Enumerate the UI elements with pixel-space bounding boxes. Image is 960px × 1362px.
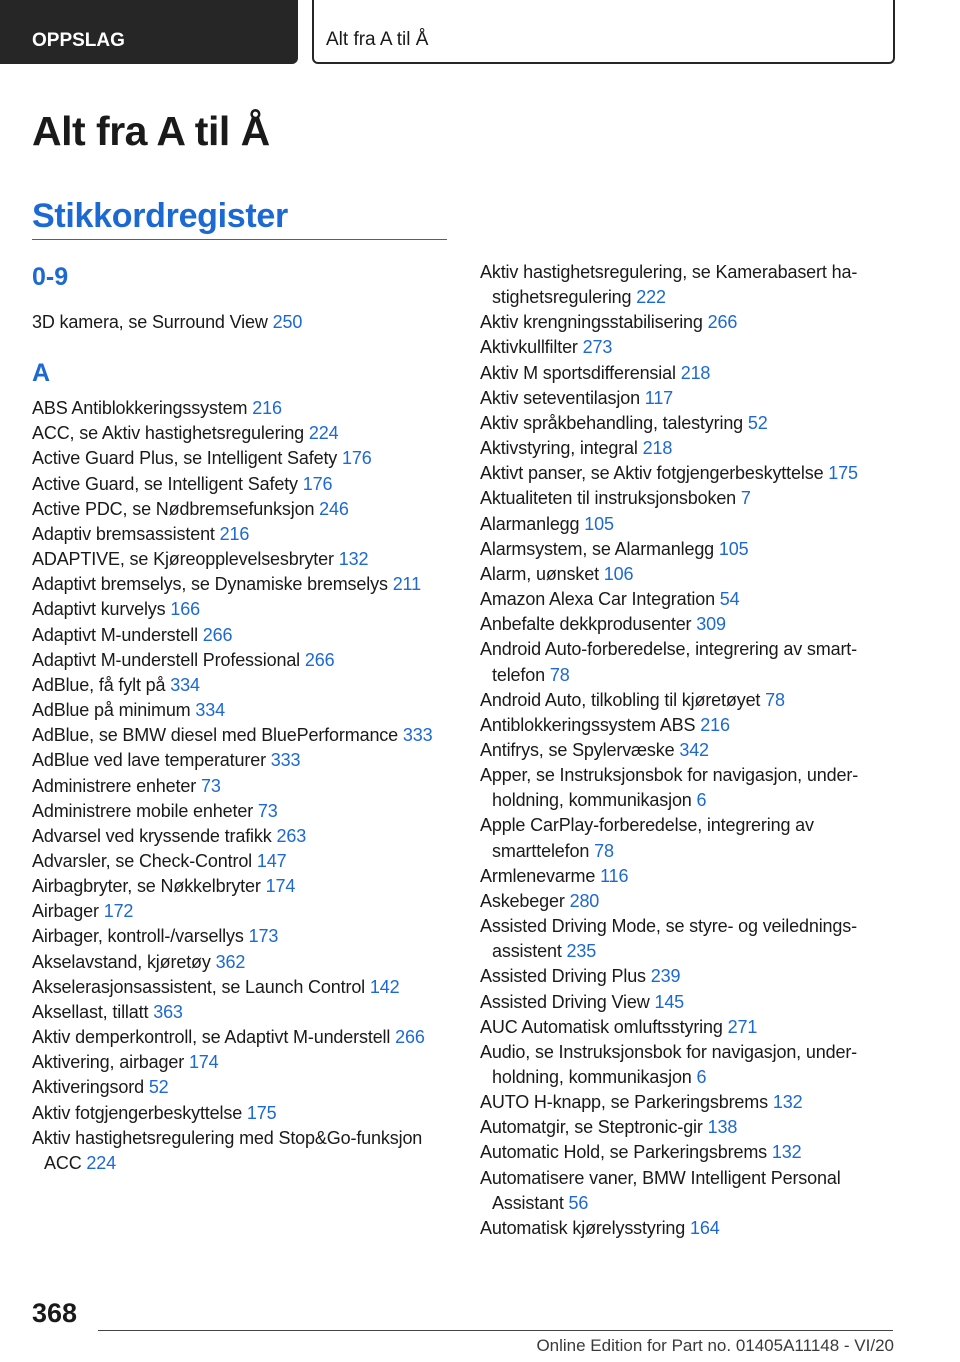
index-page-link[interactable]: 266 xyxy=(202,624,233,645)
index-entry xyxy=(32,849,452,874)
index-entry-term: Aksellast, tillatt xyxy=(32,1001,149,1022)
page-header xyxy=(0,0,960,64)
index-page-link[interactable]: 132 xyxy=(338,549,369,570)
index-entry-term: Android Auto-forberedelse, integrering av smarttelefon xyxy=(480,639,858,685)
index-entry-term: Aktiv hastighetsregulering med Stop&Go-funksjon ACC xyxy=(32,1127,423,1173)
index-page-link[interactable]: 145 xyxy=(654,991,685,1012)
index-entry xyxy=(480,386,900,411)
index-entry xyxy=(32,648,452,673)
index-entry-term: Apple CarPlay-forberedelse, integrering av smarttelefon xyxy=(480,815,814,861)
index-page-link[interactable]: 106 xyxy=(603,563,634,584)
index-entry-term: ADAPTIVE, se Kjøreopplevelsesbryter xyxy=(32,549,334,570)
index-entry-term: Adaptivt bremselys, se Dynamiske bremselys xyxy=(32,574,388,595)
index-page-link[interactable]: 117 xyxy=(644,387,674,408)
index-entry-term: Adaptivt kurvelys xyxy=(32,599,166,620)
index-entry xyxy=(32,924,452,949)
index-entry xyxy=(480,964,900,989)
index-page-link[interactable]: 266 xyxy=(707,312,738,333)
index-entry-term: Aktiv fotgjengerbeskyttelse xyxy=(32,1102,243,1123)
index-entry xyxy=(480,537,900,562)
index-page-link[interactable]: 7 xyxy=(740,488,751,509)
index-entry xyxy=(32,597,452,622)
index-page-link[interactable]: 271 xyxy=(727,1016,758,1037)
index-entry-term: Aktualiteten til instruksjonsboken xyxy=(480,488,737,509)
index-entry xyxy=(32,950,452,975)
index-page-link[interactable]: 216 xyxy=(219,523,250,544)
index-page-link[interactable]: 176 xyxy=(302,473,333,494)
index-page-link[interactable]: 73 xyxy=(200,775,221,796)
index-entry-term: Automatisk kjørelysstyring xyxy=(480,1217,686,1238)
index-entry-term: Alarm, uønsket xyxy=(480,563,599,584)
index-entry-term: Antifrys, se Spylervæske xyxy=(480,739,675,760)
index-entry xyxy=(480,763,900,813)
footer-divider xyxy=(98,1330,893,1331)
index-entry xyxy=(32,723,452,748)
index-entry xyxy=(32,899,452,924)
index-page-link[interactable]: 224 xyxy=(308,423,339,444)
index-entry-term: Alarmanlegg xyxy=(480,513,580,534)
index-page-link[interactable]: 224 xyxy=(86,1152,117,1173)
index-entry-term: Aktiv hastighetsregulering, se Kamerabasert hastighetsregulering xyxy=(480,262,858,308)
index-entry-term: Aktiv M sportsdifferensial xyxy=(480,362,676,383)
index-entry-term: Assisted Driving Mode, se styre- og veiledningsassistent xyxy=(480,916,858,962)
index-entry-term: 3D kamera, se Surround View xyxy=(32,312,268,332)
index-entry-term: AdBlue, få fylt på xyxy=(32,674,166,695)
index-page-link[interactable]: 363 xyxy=(153,1001,183,1022)
index-page-link[interactable]: 6 xyxy=(696,790,707,811)
index-entry-term: Anbefalte dekkprodusenter xyxy=(480,614,692,635)
index-entry-term: Askebeger xyxy=(480,890,565,911)
index-page-link[interactable]: 342 xyxy=(679,739,709,760)
index-entry-term: Alarmsystem, se Alarmanlegg xyxy=(480,538,715,559)
index-entry xyxy=(480,1040,900,1090)
edition-footer: Online Edition for Part no. 01405A11148 - VI/20 xyxy=(536,1336,894,1355)
index-entry xyxy=(480,587,900,612)
index-page-link[interactable]: 266 xyxy=(395,1027,425,1048)
index-page-link[interactable]: 105 xyxy=(718,538,749,559)
index-entry-term: Armlenevarme xyxy=(480,865,596,886)
index-entry xyxy=(480,889,900,914)
index-group-a-continued xyxy=(480,260,900,1241)
index-entry xyxy=(480,411,900,436)
index-entry-term: Advarsel ved kryssende trafikk xyxy=(32,825,272,846)
index-entry xyxy=(32,572,452,597)
index-entry-term: Administrere mobile enheter xyxy=(32,800,254,821)
index-entry-term: Automatisere vaner, BMW Intelligent Personal Assistant xyxy=(480,1167,841,1213)
index-page-link[interactable]: 147 xyxy=(256,850,287,871)
index-entry xyxy=(32,1075,452,1100)
index-entry xyxy=(32,522,452,547)
index-entry xyxy=(480,461,900,486)
index-entry-term: Amazon Alexa Car Integration xyxy=(480,589,715,610)
index-letter-heading: A xyxy=(32,359,51,388)
index-entry xyxy=(480,260,900,310)
index-page-link[interactable]: 105 xyxy=(584,513,614,534)
index-entry xyxy=(480,813,900,863)
index-entry-term: Apper, se Instruksjonsbok for navigasjon, underholdning, kommunikasjon xyxy=(480,765,859,811)
index-entry-term: Assisted Driving Plus xyxy=(480,966,646,987)
index-entry xyxy=(480,436,900,461)
index-page-link[interactable]: 73 xyxy=(257,800,278,821)
index-entry xyxy=(480,738,900,763)
index-entry xyxy=(480,612,900,637)
index-page-link[interactable]: 116 xyxy=(600,865,629,886)
index-page-link[interactable]: 52 xyxy=(148,1077,169,1098)
index-entry xyxy=(480,335,900,360)
index-page-link[interactable]: 211 xyxy=(392,574,421,595)
index-entry-term: Advarsler, se Check-Control xyxy=(32,850,253,871)
index-entry xyxy=(32,799,452,824)
index-page-link[interactable]: 266 xyxy=(304,649,335,670)
index-page-link[interactable]: 164 xyxy=(690,1217,720,1238)
index-entry-term: AUC Automatisk omluftsstyring xyxy=(480,1016,723,1037)
index-entry-term: Aktivstyring, integral xyxy=(480,438,638,459)
index-entry-term: Airbager, kontroll-/varsellys xyxy=(32,926,244,947)
index-page-link[interactable]: 239 xyxy=(650,966,681,987)
index-entry xyxy=(32,673,452,698)
index-entry xyxy=(480,562,900,587)
index-entry xyxy=(32,1101,452,1126)
index-entry-term: Active PDC, se Nødbremsefunksjon xyxy=(32,498,315,519)
index-entry xyxy=(480,512,900,537)
index-page-link[interactable]: 175 xyxy=(828,463,858,484)
index-entry xyxy=(480,1140,900,1165)
index-entry-term: Aktiv seteventilasjon xyxy=(480,387,640,408)
index-entry xyxy=(32,497,452,522)
index-letter-heading: 0-9 xyxy=(32,263,69,291)
index-entry xyxy=(32,774,452,799)
index-group-0-9 xyxy=(32,310,452,335)
index-entry xyxy=(480,1115,900,1140)
index-group-a xyxy=(32,396,452,1176)
index-entry xyxy=(480,1216,900,1241)
index-entry-term: Automatic Hold, se Parkeringsbrems xyxy=(480,1142,768,1163)
index-entry xyxy=(480,310,900,335)
page-number: 368 xyxy=(32,1298,78,1328)
index-page-link[interactable]: 273 xyxy=(582,337,613,358)
index-entry-term: Assisted Driving View xyxy=(480,991,650,1012)
chapter-tab: Alt fra A til Å xyxy=(312,0,895,64)
index-entry-term: ABS Antiblokkeringssystem xyxy=(32,398,248,419)
index-entry-term: AdBlue, se BMW diesel med BluePerformance xyxy=(32,725,399,746)
index-entry xyxy=(480,990,900,1015)
index-entry xyxy=(32,547,452,572)
index-entry xyxy=(32,1126,452,1176)
index-page-link[interactable]: 176 xyxy=(342,448,372,469)
index-page-link[interactable]: 173 xyxy=(248,926,279,947)
index-entry xyxy=(480,713,900,738)
index-page-link[interactable]: 235 xyxy=(566,941,597,962)
index-page-link[interactable]: 172 xyxy=(103,901,134,922)
index-page-link[interactable]: 52 xyxy=(747,412,768,433)
index-page-link[interactable]: 263 xyxy=(276,825,307,846)
index-page-link[interactable]: 246 xyxy=(319,498,349,519)
index-entry-term: Antiblokkeringssystem ABS xyxy=(480,714,696,735)
index-entry xyxy=(32,310,452,335)
index-entry-term: Aktivkullfilter xyxy=(480,337,578,358)
index-entry-term: Akselerasjonsassistent, se Launch Control xyxy=(32,976,366,997)
index-page-link[interactable]: 54 xyxy=(719,589,740,610)
index-entry-term: Adaptiv bremsassistent xyxy=(32,523,215,544)
index-entry xyxy=(480,1166,900,1216)
index-entry xyxy=(480,486,900,511)
index-entry-term: Aktiv språkbehandling, talestyring xyxy=(480,412,744,433)
index-entry-term: AdBlue på minimum xyxy=(32,700,191,721)
index-entry xyxy=(480,864,900,889)
index-entry xyxy=(32,748,452,773)
index-entry-term: Airbagbryter, se Nøkkelbryter xyxy=(32,876,261,897)
index-page-link[interactable]: 309 xyxy=(696,614,726,635)
index-entry-term: Aktiv krengningsstabilisering xyxy=(480,312,703,333)
index-entry xyxy=(32,623,452,648)
index-page-link[interactable]: 132 xyxy=(771,1142,802,1163)
index-entry xyxy=(32,472,452,497)
index-page-link[interactable]: 362 xyxy=(215,951,246,972)
section-divider xyxy=(32,239,447,240)
index-page-link[interactable]: 218 xyxy=(680,362,711,383)
index-page-link[interactable]: 216 xyxy=(252,398,282,419)
index-page-link[interactable]: 78 xyxy=(594,840,614,861)
index-entry-term: Android Auto, tilkobling til kjøretøyet xyxy=(480,689,761,710)
index-page-link[interactable]: 216 xyxy=(700,714,730,735)
index-page-link[interactable]: 6 xyxy=(696,1067,707,1087)
index-page-link[interactable]: 218 xyxy=(642,438,673,459)
index-entry xyxy=(480,1015,900,1040)
index-page-link[interactable]: 78 xyxy=(549,664,570,685)
index-page-link[interactable]: 250 xyxy=(272,312,303,332)
index-page-link[interactable]: 132 xyxy=(772,1092,803,1113)
index-entry-term: Administrere enheter xyxy=(32,775,197,796)
index-page-link[interactable]: 56 xyxy=(568,1192,589,1213)
index-entry-term: Akselavstand, kjøretøy xyxy=(32,951,211,972)
section-title: Stikkordregister xyxy=(32,197,288,235)
index-entry xyxy=(32,1025,452,1050)
index-entry-term: Active Guard, se Intelligent Safety xyxy=(32,473,298,494)
index-entry xyxy=(480,361,900,386)
index-page-link[interactable]: 78 xyxy=(765,689,785,710)
section-tab: OPPSLAG xyxy=(0,0,298,64)
index-entry xyxy=(480,914,900,964)
index-page-link[interactable]: 142 xyxy=(369,976,400,997)
index-entry xyxy=(480,637,900,687)
index-entry xyxy=(480,688,900,713)
index-page-link[interactable]: 175 xyxy=(246,1102,277,1123)
index-page-link[interactable]: 174 xyxy=(265,876,296,897)
index-entry-term: AdBlue ved lave temperaturer xyxy=(32,750,266,771)
index-entry-term: Aktiveringsord xyxy=(32,1077,144,1098)
index-entry xyxy=(32,698,452,723)
index-entry-term: ACC, se Aktiv hastighetsregulering xyxy=(32,423,305,444)
index-page-link[interactable]: 333 xyxy=(270,750,301,771)
index-entry-term: Airbager xyxy=(32,901,99,922)
index-entry xyxy=(32,396,452,421)
index-entry-term: Aktivt panser, se Aktiv fotgjengerbeskyttelse xyxy=(480,463,824,484)
index-entry xyxy=(32,975,452,1000)
index-entry xyxy=(32,1000,452,1025)
index-entry xyxy=(480,1090,900,1115)
index-entry xyxy=(32,824,452,849)
index-entry-term: Aktivering, airbager xyxy=(32,1052,185,1073)
index-entry-term: Aktiv demperkontroll, se Adaptivt M-understell xyxy=(32,1027,391,1048)
index-entry-term: AUTO H-knapp, se Parkeringsbrems xyxy=(480,1092,768,1113)
index-page-link[interactable]: 174 xyxy=(188,1052,219,1073)
index-page-link[interactable]: 333 xyxy=(402,725,433,746)
index-entry xyxy=(32,446,452,471)
index-entry-term: Active Guard Plus, se Intelligent Safety xyxy=(32,448,338,469)
index-entry xyxy=(32,1050,452,1075)
index-entry-term: Audio, se Instruksjonsbok for navigasjon, underholdning, kommunikasjon xyxy=(480,1041,858,1087)
index-page-link[interactable]: 334 xyxy=(195,700,225,721)
index-page-link[interactable]: 166 xyxy=(170,599,200,620)
index-column-left xyxy=(32,258,452,1176)
index-entry-term: Adaptivt M-understell xyxy=(32,624,198,645)
index-page-link[interactable]: 138 xyxy=(707,1117,738,1138)
index-page-link[interactable]: 222 xyxy=(636,287,666,308)
index-column-right xyxy=(480,260,900,1241)
index-entry xyxy=(32,874,452,899)
page-title: Alt fra A til Å xyxy=(32,108,270,154)
index-entry xyxy=(32,421,452,446)
index-page-link[interactable]: 280 xyxy=(569,890,600,911)
index-entry-term: Adaptivt M-understell Professional xyxy=(32,649,301,670)
index-page-link[interactable]: 334 xyxy=(170,674,200,695)
index-entry-term: Automatgir, se Steptronic-gir xyxy=(480,1117,703,1138)
